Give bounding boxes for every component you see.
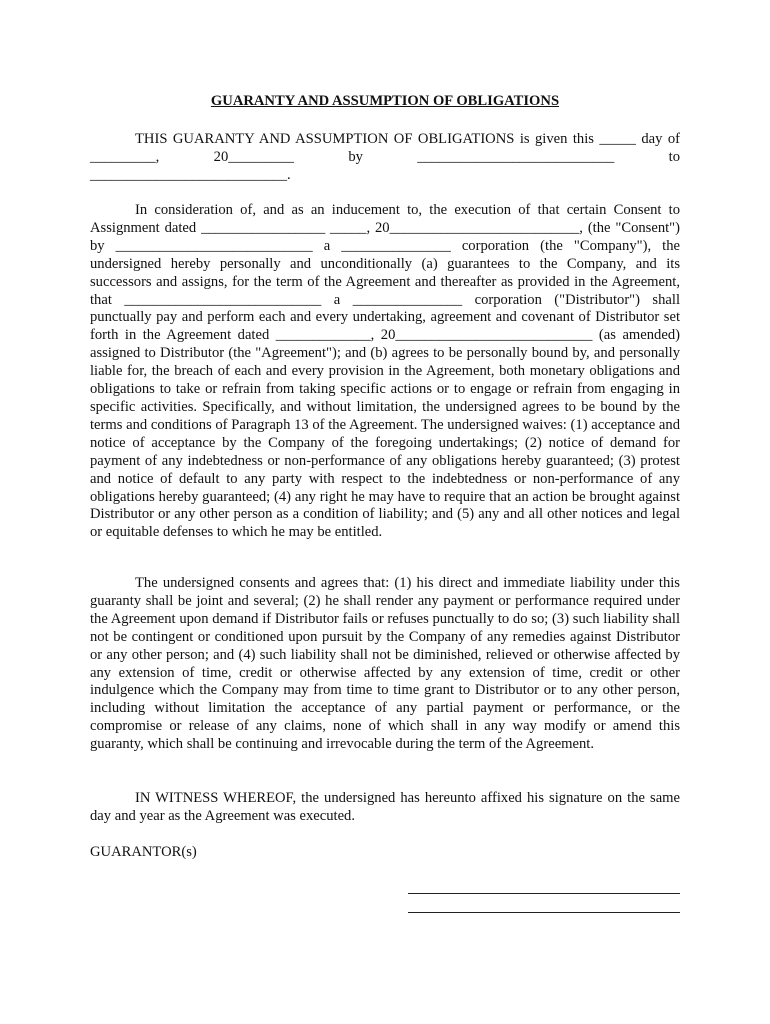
guarantor-signature-line[interactable] [408,893,680,894]
guarantor-signature-line[interactable] [408,912,680,913]
consents-paragraph: The undersigned consents and agrees that: (1) his direct and immediate liability under this guaranty shall be joint and several; (2) he shall render any payment or performance required under the Agreement upon demand if Distributor fails or refuses punctually to do so; (3) such liability shall not be contingent or conditioned upon pursuit by the Company of any remedies against Distributor or any other person; and (4) such liability shall not be diminished, relieved or otherwise affected by any extension of time, credit or otherwise affected by any extension of time, credit or other indulgence which the Company may from time to time grant to Distributor or to any other person, including without limitation the acceptance of any partial payment or performance, or the compromise or release of any claims, none of which shall in any way modify or amend this guaranty, which shall be continuing and irrevocable during the term of the Agreement. [90,575,680,753]
document-title: GUARANTY AND ASSUMPTION OF OBLIGATIONS [210,93,560,109]
consideration-paragraph: In consideration of, and as an inducement to, the execution of that certain Consent to Assignment dated _________________ _____, 20__________________________, (the "Consent") by ___________________________ a _______________ corporation (the "Company"), the undersigned hereby personally and unconditionally (a) guarantees to the Company, and its successors and assigns, for the term of the Agreement and thereafter as provided in the Agreement, that ___________________________ a _______________ corporation ("Distributor") shall punctually pay and perform each and every undertaking, agreement and covenant of Distributor set forth in the Agreement dated _____________, 20___________________________ (as amended) assigned to Distributor (the "Agreement"); and (b) agrees to be personally bound by, and personally liable for, the breach of each and every provision in the Agreement, both monetary obligations and obligations to take or refrain from taking specific actions or to engage or refrain from engaging in specific activities. Specifically, and without limitation, the undersigned agrees to be bound by the terms and conditions of Paragraph 13 of the Agreement. The undersigned waives: (1) acceptance and notice of acceptance by the Company of the foregoing undertakings; (2) notice of demand for payment of any indebtedness or non-performance of any obligations hereby guaranteed; (3) protest and notice of default to any party with respect to the indebtedness or non-performance of any obligations hereby guaranteed; (4) any right he may have to require that an action be brought against Distributor or any other person as a condition of liability; and (5) any and all other notices and legal or equitable defenses to which he may be entitled. [90,202,680,541]
witness-paragraph: IN WITNESS WHEREOF, the undersigned has hereunto affixed his signature on the same day and year as the Agreement was executed. [90,790,680,824]
intro-paragraph: THIS GUARANTY AND ASSUMPTION OF OBLIGATIONS is given this _____ day of _________, 20_________ by ___________________________ to ___________________________. [90,131,680,183]
guarantor-label: GUARANTOR(s) [90,844,197,860]
